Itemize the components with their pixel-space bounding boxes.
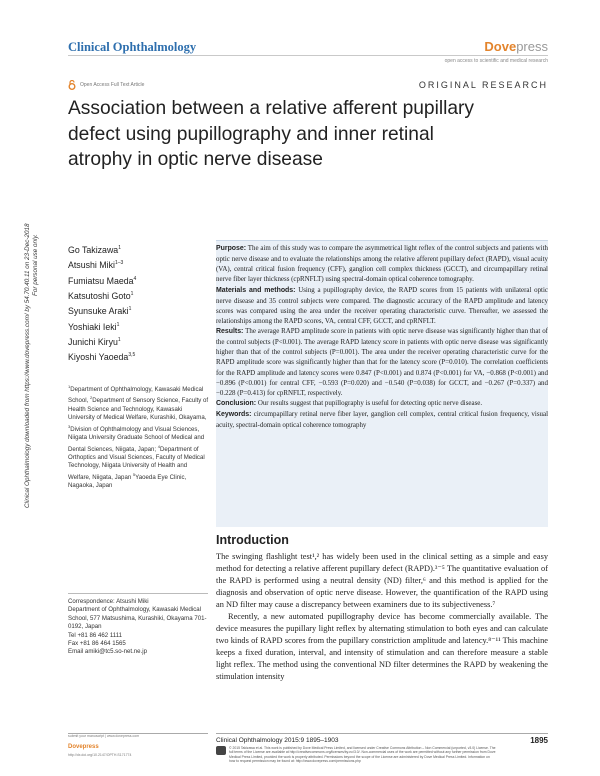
abstract-conclusion: Conclusion: Our results suggest that pupillography is useful for detecting optic nerve disease. [216,398,483,407]
correspondence-email[interactable]: Email amiki@tc5.so-net.ne.jp [68,648,148,656]
article-title [68,96,538,173]
correspondence [68,598,213,657]
citation: Clinical Ophthalmology 2015:9 1895–1903 [216,737,339,744]
affiliations: $^1$Department of Ophthalmology, Kawasaki Medical School, $^2$Department of Sensory Science, Faculty of Health Science and Technology, Kawasaki University of Medical Welfare, Kurashiki, Okayama, $^3$Division of Ophthalmology and Visual Sciences, Niigata University Graduate School of Medical and Dental Sciences, Niigata, Japan; $^4$Department of Orthoptics and Visual Sciences, Faculty of Medical Technology, Niigata University of Health and Welfare, Niigata, Japan $^5$Yaoeda Eye Clinic, Nagaoka, Japan [68,384,209,490]
creative-commons-icon[interactable] [216,746,226,755]
footer-dovepress-logo[interactable]: Dovepress [68,744,99,750]
intro-paragraph: The swinging flashlight test¹,² has widely been used in the clinical setting as a simple and easy method for detecting a relative afferent pupillary defect (RAPD).³⁻⁵ The quantitative evaluation of the RAPD is performed using a neutral density (ND) filter,⁶ and this method is applied for the diagnosis and observation of optic nerve disease. However, the quantification of the RAPD using an ND filter may cause a discrepancy between examiners due to its subjectiveness.⁷ [216,552,548,610]
author[interactable]: Yoshiaki Ieki$^1$ [68,321,120,332]
open-access-lock-icon [68,80,76,90]
page-number: 1895 [530,736,548,745]
license-notice [216,746,496,763]
brand-dove: Dove [484,39,517,54]
abstract-results: Results: The average RAPD amplitude score in patients with optic nerve disease was significantly higher than that of the control subjects (P<0.001). The average RAPD latency score in patients with optic nerve disease was significantly higher than that of the control subjects (P=0.001). The area under the receiver operating characteristic curve for the RAPD amplitude score was significantly higher than that for the latency score (P=0.010). The correlation coefficients for the RAPD amplitude and latency scores were 0.847 (P<0.001) and 0.874 (P<0.001) for VA, −0.868 (P<0.001) and −0.896 (P<0.001) for central CFF, −0.593 (P=0.020) and −0.540 (P=0.038) for GCCT, and −0.267 (P=0.337) and −0.228 (P=0.413) for cpRNFLT, respectively. [216,327,548,397]
article-type: ORIGINAL RESEARCH [418,80,548,90]
correspondence-divider [68,593,208,594]
footer-divider [216,733,548,734]
introduction-heading: Introduction [216,533,289,547]
download-notice-line: For personal use only. [32,234,39,296]
author[interactable]: Go Takizawa$^1$ [68,244,121,255]
author[interactable]: Atsushi Miki$^{1-3}$ [68,260,124,271]
abstract-purpose: Purpose: The aim of this study was to compare the asymmetrical light reflex of the control subjects and patients with optic nerve disease and to evaluate the relationships among the relative afferent pupillary defect (RAPD), visual acuity (VA), central critical fusion frequency (CFF), ganglion cell complex thickness (GCCT), and circumpapillary retinal nerve fiber layer thickness (cpRNFLT) using spectral-domain optical coherence tomography. [216,244,548,284]
author-list [68,242,136,365]
title-line: Association between a relative afferent pupillary [68,98,475,119]
journal-title[interactable]: Clinical Ophthalmology [68,40,197,54]
title-line: atrophy in optic nerve disease [68,149,323,170]
title-line: defect using pupillography and inner retinal [68,123,434,145]
introduction-body [216,551,548,684]
doi-link[interactable]: http://dx.doi.org/10.2147/OPTH.S171774 [68,753,132,757]
license-text: © 2015 Takizawa et al. This work is published by Dove Medical Press Limited, and licensed under Creative Commons Attribution – Non Commercial (unported, v3.0) License. The full terms of the License are available at http://creativecommons.org/licenses/by-nc/3.0/. Non-commercial uses of the work are permitted without any further permission from Dove Medical Press Limited, provided the work is properly attributed. Permissions beyond the scope of the License are administered by Dove Medical Press Limited. Information on how to request permission may be found at: http://www.dovepress.com/permissions.php [229,746,496,763]
dovepress-logo[interactable] [445,38,548,64]
correspondence-tel: Tel +81 86 462 1111 [68,631,123,639]
download-notice [20,168,44,518]
brand-tagline: open access to scientific and medical research [444,58,548,64]
correspondence-address: Department of Ophthalmology, Kawasaki Medical School, 577 Matsushima, Kurashiki, Okayama 701-0192, Japan [68,606,207,631]
author[interactable]: Junichi Kiryu$^1$ [68,336,121,347]
author[interactable]: Syunsuke Araki$^1$ [68,306,132,317]
author[interactable]: Fumiatsu Maeda$^4$ [68,275,137,286]
abstract-keywords: Keywords: circumpapillary retinal nerve fiber layer, ganglion cell complex, central critical fusion frequency, visual acuity, spectral-domain optical coherence tomography [216,410,548,430]
submit-manuscript-link[interactable]: submit your manuscript | www.dovepress.com [68,734,140,738]
header-divider [68,55,548,56]
abstract [216,243,548,430]
abstract-methods: Materials and methods: Using a pupillography device, the RAPD scores from 15 patients with unilateral optic nerve disease and 35 control subjects were compared. The diagnostic accuracy of the RAPD amplitude and latency scores was compared using the area under the receiver operating characteristic curve. Thereafter, we assessed the relationships among the RAPD scores, VA, central CFF, GCCT, and cpRNFLT. [216,285,548,325]
author[interactable]: Katsutoshi Goto$^1$ [68,290,134,301]
correspondence-name: Correspondence: Atsushi Miki [68,598,149,605]
open-access-label [68,80,144,90]
intro-paragraph: Recently, a new automated pupillography device has become commercially available. The device measures the pupillary light reflex by alternating stimulation to both eyes and can calculate two kinds of RAPD scores from the pupillary constriction amplitude and latency.⁸⁻¹¹ This machine keeps a fixed duration, interval, and intensity of stimulation and can therefore measure a stable light reflex. The method using the conventional ND filter determines the RAPD by weakening the stimulation intensity [216,612,548,682]
correspondence-fax: Fax +81 86 464 1565 [68,640,126,648]
brand-press: press [516,39,548,54]
download-notice-line: Clinical Ophthalmology downloaded from https://www.dovepress.com/ by 54.70.40.11 on 23-Dec-2018 [24,223,31,508]
open-access-text: Open Access Full Text Article [80,82,145,88]
author[interactable]: Kiyoshi Yaoeda$^{3,5}$ [68,352,136,363]
